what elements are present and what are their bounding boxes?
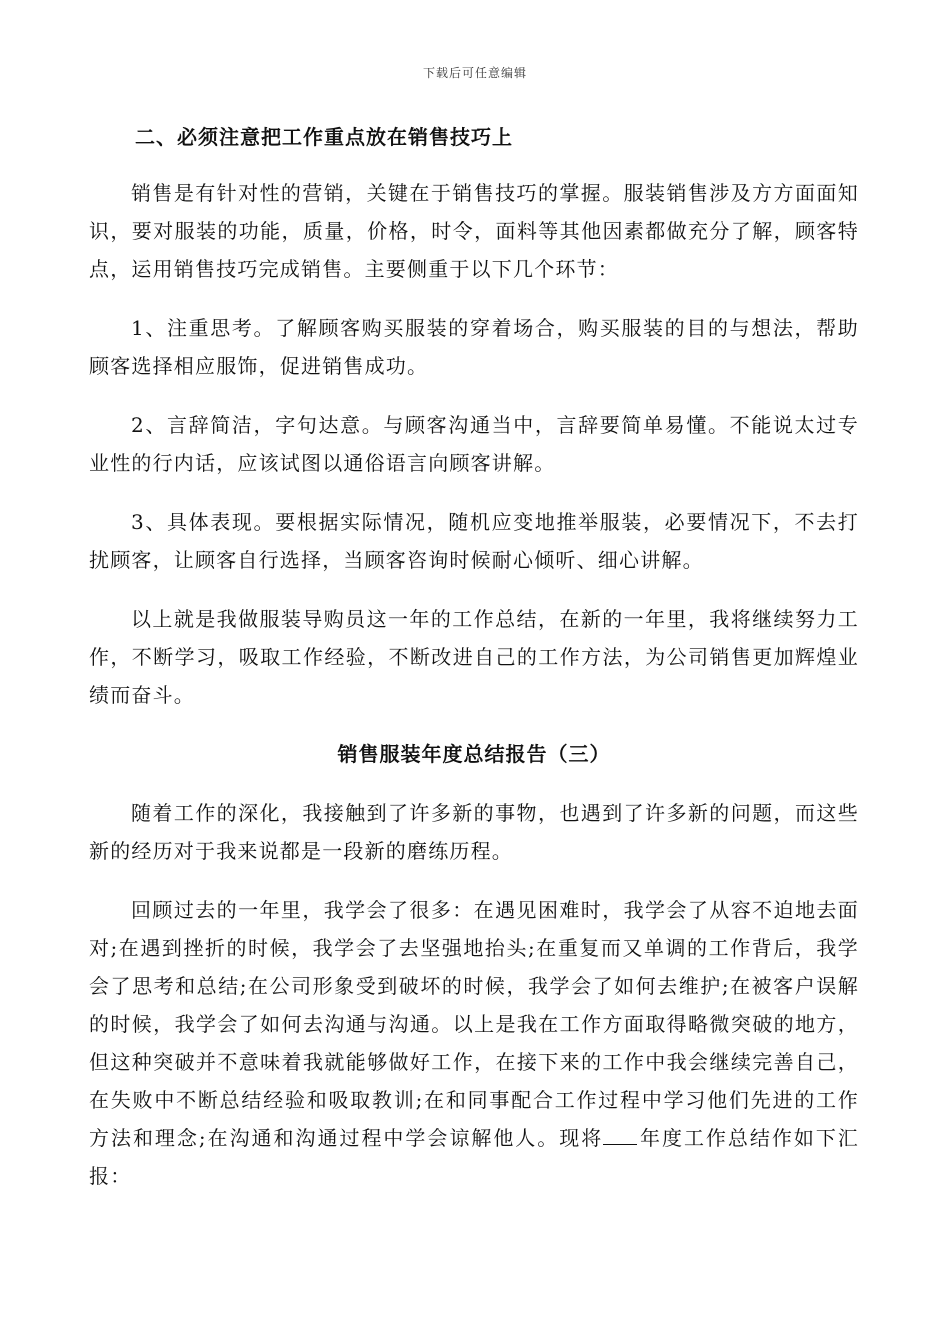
- section-intro-paragraph: 销售是有针对性的营销，关键在于销售技巧的掌握。服装销售涉及方方面面知识，要对服装的功能，质量，价格，时令，面料等其他因素都做充分了解，顾客特点，运用销售技巧完成销售。主要侧重于以下几个环节：: [89, 181, 859, 281]
- point-paragraph-2: 2、言辞简洁，字句达意。与顾客沟通当中，言辞要简单易懂。不能说太过专业性的行内话，应该试图以通俗语言向顾客讲解。: [89, 413, 859, 475]
- blank-underline: [603, 1124, 637, 1145]
- report-paragraph-2-text: 回顾过去的一年里，我学会了很多：在遇见困难时，我学会了从容不迫地去面对;在遇到挫折的时候，我学会了去坚强地抬头;在重复而又单调的工作背后，我学会了思考和总结;在公司形象受到破坏的时候，我学会了如何去维护;在被客户误解的时候，我学会了如何去沟通与沟通。以上是我在工作方面取得略微突破的地方，但这种突破并不意味着我就能够做好工作，在接下来的工作中我会继续完善自己，在失败中不断总结经验和吸取教训;在和同事配合工作过程中学习他们先进的工作方法和理念;在沟通和沟通过程中学会谅解他人。现将: [89, 898, 859, 1150]
- report-title: 销售服装年度总结报告（三）: [337, 742, 611, 766]
- report-paragraph-2-tail: 年度工作总结作如下汇报：: [89, 1126, 859, 1188]
- report-paragraph-2: [89, 891, 859, 1195]
- section-heading: 二、必须注意把工作重点放在销售技巧上: [135, 125, 513, 149]
- conclusion-paragraph: 以上就是我做服装导购员这一年的工作总结，在新的一年里，我将继续努力工作，不断学习，吸取工作经验，不断改进自己的工作方法，为公司销售更加辉煌业绩而奋斗。: [89, 607, 859, 707]
- document-body: [89, 118, 859, 1216]
- report-paragraph-1: 随着工作的深化，我接触到了许多新的事物，也遇到了许多新的问题，而这些新的经历对于我来说都是一段新的磨练历程。: [89, 801, 859, 863]
- point-paragraph-1: 1、注重思考。了解顾客购买服装的穿着场合，购买服装的目的与想法，帮助顾客选择相应服饰，促进销售成功。: [89, 316, 859, 378]
- header-note: 下载后可任意编辑: [422, 66, 527, 80]
- point-paragraph-3: 3、具体表现。要根据实际情况，随机应变地推举服装，必要情况下，不去打扰顾客，让顾客自行选择，当顾客咨询时候耐心倾听、细心讲解。: [89, 510, 859, 572]
